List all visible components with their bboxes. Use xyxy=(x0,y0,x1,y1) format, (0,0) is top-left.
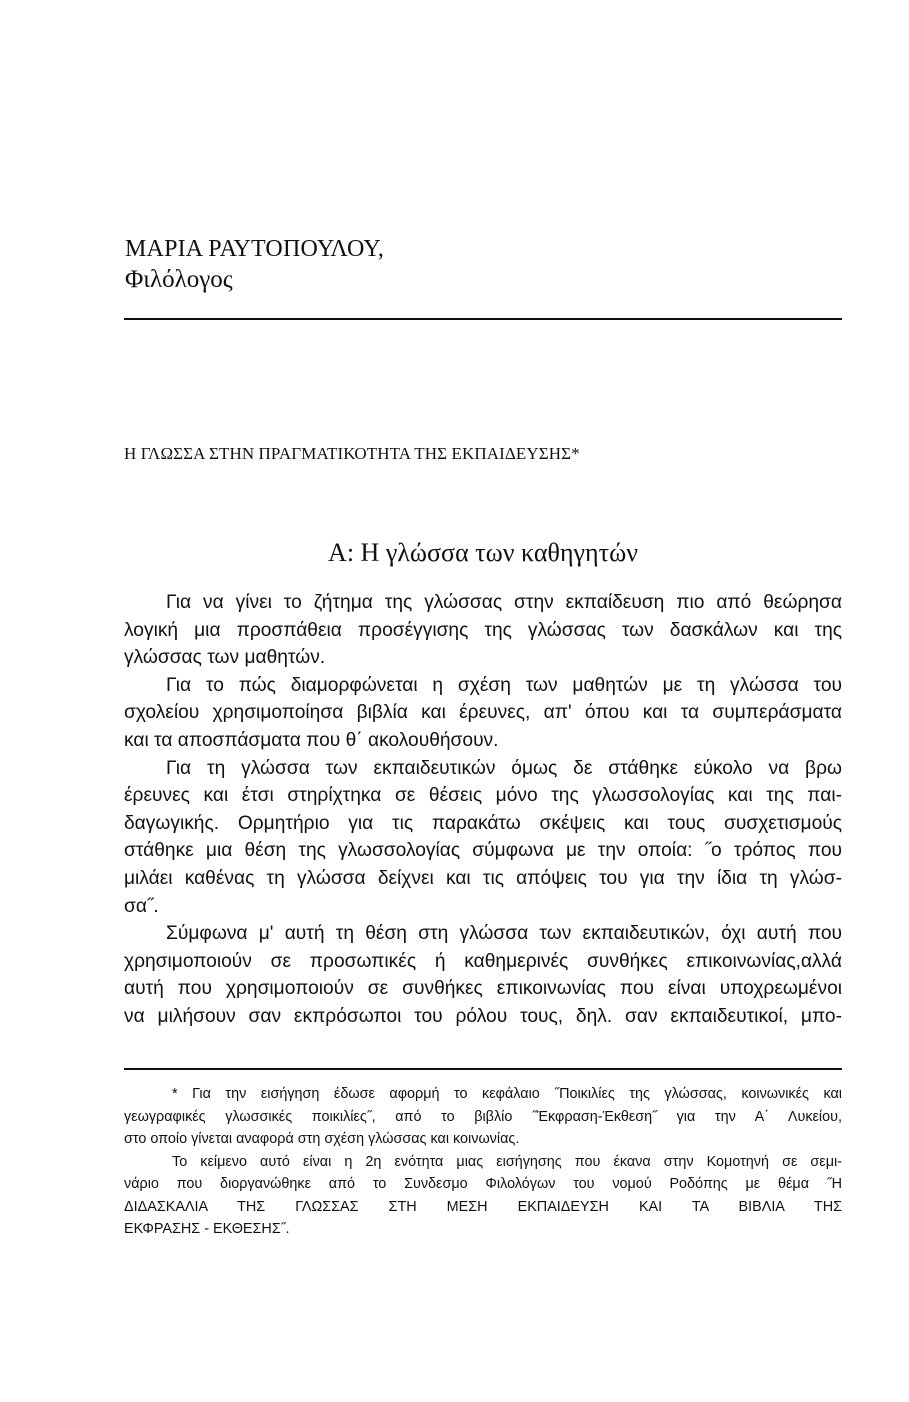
article-title: Η ΓΛΩΣΣΑ ΣΤΗΝ ΠΡΑΓΜΑΤΙΚΟΤΗΤΑ ΤΗΣ ΕΚΠΑΙΔΕΥΣΗΣ* xyxy=(124,444,580,463)
footnote-line: * Για την εισήγηση έδωσε αφορμή το κεφάλαιο ˝Ποικιλίες της γλώσσας, κοινωνικές και xyxy=(172,1086,842,1102)
text-line: μιλάει καθένας τη γλώσσα δείχνει και τις απόψεις του για την ίδια τη γλώσ- xyxy=(124,867,842,889)
text-line: σα˝. xyxy=(124,895,159,917)
paragraph xyxy=(124,755,842,921)
text-line: δαγωγικής. Ορμητήριο για τις παρακάτω σκέψεις και τους συσχετισμούς xyxy=(124,812,842,834)
text-line: και τα αποσπάσματα που θ΄ ακολουθήσουν. xyxy=(124,729,499,751)
text-line: Για το πώς διαμορφώνεται η σχέση των μαθητών με τη γλώσσα του xyxy=(166,674,842,696)
text-line: σχολείου χρησιμοποίησα βιβλία και έρευνες, απ' όπου και τα συμπεράσματα xyxy=(124,702,842,724)
text-line: Για να γίνει το ζήτημα της γλώσσας στην εκπαίδευση πιο από θεώρησα xyxy=(166,592,842,613)
text-line: γλώσσας των μαθητών. xyxy=(124,647,326,669)
paragraph xyxy=(124,589,842,672)
footnote xyxy=(124,1151,842,1241)
text-line: στάθηκε μια θέση της γλωσσολογίας σύμφωνα με την οποία: ˝ο τρόπος που xyxy=(124,840,842,862)
footnote-divider xyxy=(124,1068,842,1070)
section-heading: Α: Η γλώσσα των καθηγητών xyxy=(328,538,638,567)
text-line: αυτή που χρησιμοποιούν σε συνθήκες επικοινωνίας που είναι υποχρεωμένοι xyxy=(124,978,842,1000)
footnote-line: στο οποίο γίνεται αναφορά στη σχέση γλώσσας και κοινωνίας. xyxy=(124,1131,520,1147)
header-divider xyxy=(124,318,842,320)
body-text xyxy=(124,589,842,1031)
paragraph xyxy=(124,672,842,755)
footnote-line: Το κείμενο αυτό είναι η 2η ενότητα μιας εισήγησης που έκανα στην Κομοτηνή σε σεμι- xyxy=(172,1153,842,1170)
text-line: Σύμφωνα μ' αυτή τη θέση στη γλώσσα των εκπαιδευτικών, όχι αυτή που xyxy=(166,923,842,945)
text-line: Για τη γλώσσα των εκπαιδευτικών όμως δε στάθηκε εύκολο να βρω xyxy=(166,757,842,779)
text-line: να μιλήσουν σαν εκπρόσωποι του ρόλου τους, δηλ. σαν εκπαιδευτικοί, μπο- xyxy=(124,1005,842,1027)
author-role: Φιλόλογος xyxy=(125,266,233,293)
paragraph xyxy=(124,920,842,1030)
footnotes xyxy=(124,1083,842,1241)
footnote xyxy=(124,1083,842,1151)
footnote-line: γεωγραφικές γλωσσικές ποικιλίες˝, από το βιβλίο ˝Έκφραση-Έκθεση˝ για την Α΄ Λυκείου, xyxy=(124,1108,842,1125)
text-line: έρευνες και έτσι στηρίχτηκα σε θέσεις μόνο της γλωσσολογίας και της παι- xyxy=(124,785,842,807)
author-name: ΜΑΡΙΑ ΡΑΥΤΟΠΟΥΛΟΥ, xyxy=(125,236,385,262)
text-line: λογική μια προσπάθεια προσέγγισης της γλώσσας των δασκάλων και της xyxy=(124,619,842,641)
footnote-line: ΔΙΔΑΣΚΑΛΙΑ ΤΗΣ ΓΛΩΣΣΑΣ ΣΤΗ ΜΕΣΗ ΕΚΠΑΙΔΕΥΣΗ ΚΑΙ ΤΑ ΒΙΒΛΙΑ ΤΗΣ xyxy=(124,1198,842,1215)
text-line: χρησιμοποιούν σε προσωπικές ή καθημερινές συνθήκες επικοινωνίας,αλλά xyxy=(124,950,842,972)
footnote-line: νάριο που διοργανώθηκε από το Συνδεσμο Φιλολόγων του νομού Ροδόπης με θέμα ˝Η xyxy=(124,1176,842,1192)
footnote-line: ΕΚΦΡΑΣΗΣ - ΕΚΘΕΣΗΣ˝. xyxy=(124,1221,290,1237)
